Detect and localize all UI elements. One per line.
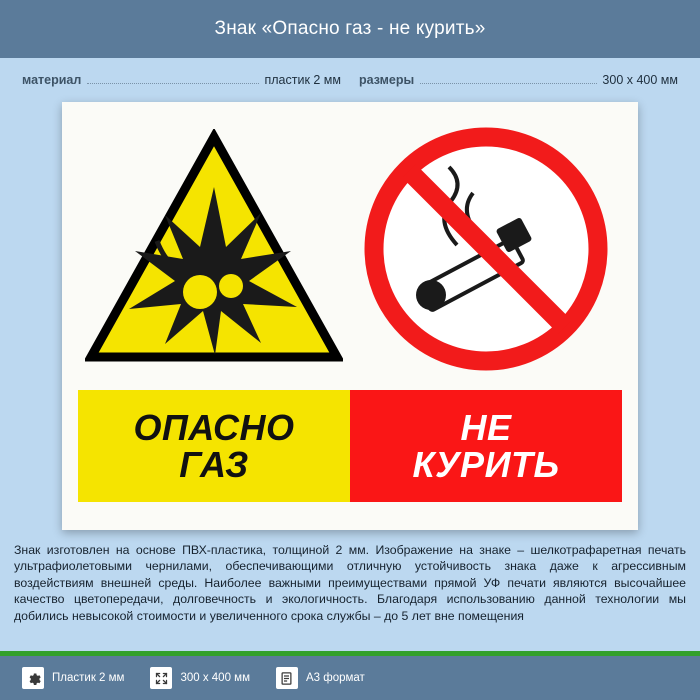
no-smoking-svg — [361, 125, 611, 373]
footer-item-label: 300 х 400 мм — [180, 672, 250, 684]
spec-material-leader — [87, 74, 259, 84]
footer-item-material — [22, 667, 124, 689]
explosion-triangle-svg — [85, 129, 343, 369]
caption-line: КУРИТЬ — [412, 444, 560, 485]
no-smoking-circle-icon — [350, 120, 622, 378]
footer-item-label: Пластик 2 мм — [52, 672, 125, 684]
caption-line: НЕ — [460, 406, 512, 448]
page-header — [0, 0, 700, 58]
document-icon — [276, 667, 298, 689]
page-title: Знак «Опасно газ - не курить» — [214, 18, 486, 39]
page-footer — [0, 656, 700, 700]
spec-row — [0, 58, 700, 102]
caption-band-danger-gas — [78, 390, 350, 502]
resize-arrows-icon — [150, 667, 172, 689]
sign-card — [62, 102, 638, 530]
footer-item-label: A3 формат — [305, 672, 365, 684]
footer-item-size — [150, 667, 250, 689]
caption-band-no-smoking — [350, 390, 622, 502]
spec-size-value: 300 х 400 мм — [602, 73, 678, 87]
product-description: Знак изготовлен на основе ПВХ-пластика, толщиной 2 мм. Изображение на знаке – шелкотрафаретная печать ультрафиолетовыми чернилами, обеспечивающими отличную устойчивость знака даже к агрессивным воздействиям внешней среды. Наиболее важными преимуществами прямой УФ печати являются высочайшее качество цветопередачи, долговечность и экологичность. Благодаря использованию данной технологии мы добились невысокой стоимости и увеличенного срока службы – до 5 лет вне помещения — [14, 543, 686, 623]
spec-material — [22, 73, 341, 87]
caption-line: ГАЗ — [179, 444, 249, 485]
spec-material-value: пластик 2 мм — [264, 73, 341, 87]
pictogram-row — [78, 120, 622, 382]
caption-band-row — [78, 390, 622, 502]
spec-size-leader — [420, 74, 597, 84]
gear-icon — [22, 667, 44, 689]
spec-size — [359, 73, 678, 87]
explosion-hazard-triangle-icon — [78, 120, 350, 378]
spec-material-label: материал — [22, 73, 82, 87]
caption-line: ОПАСНО — [133, 406, 295, 448]
spec-size-label: размеры — [359, 73, 415, 87]
footer-item-format — [276, 667, 365, 689]
